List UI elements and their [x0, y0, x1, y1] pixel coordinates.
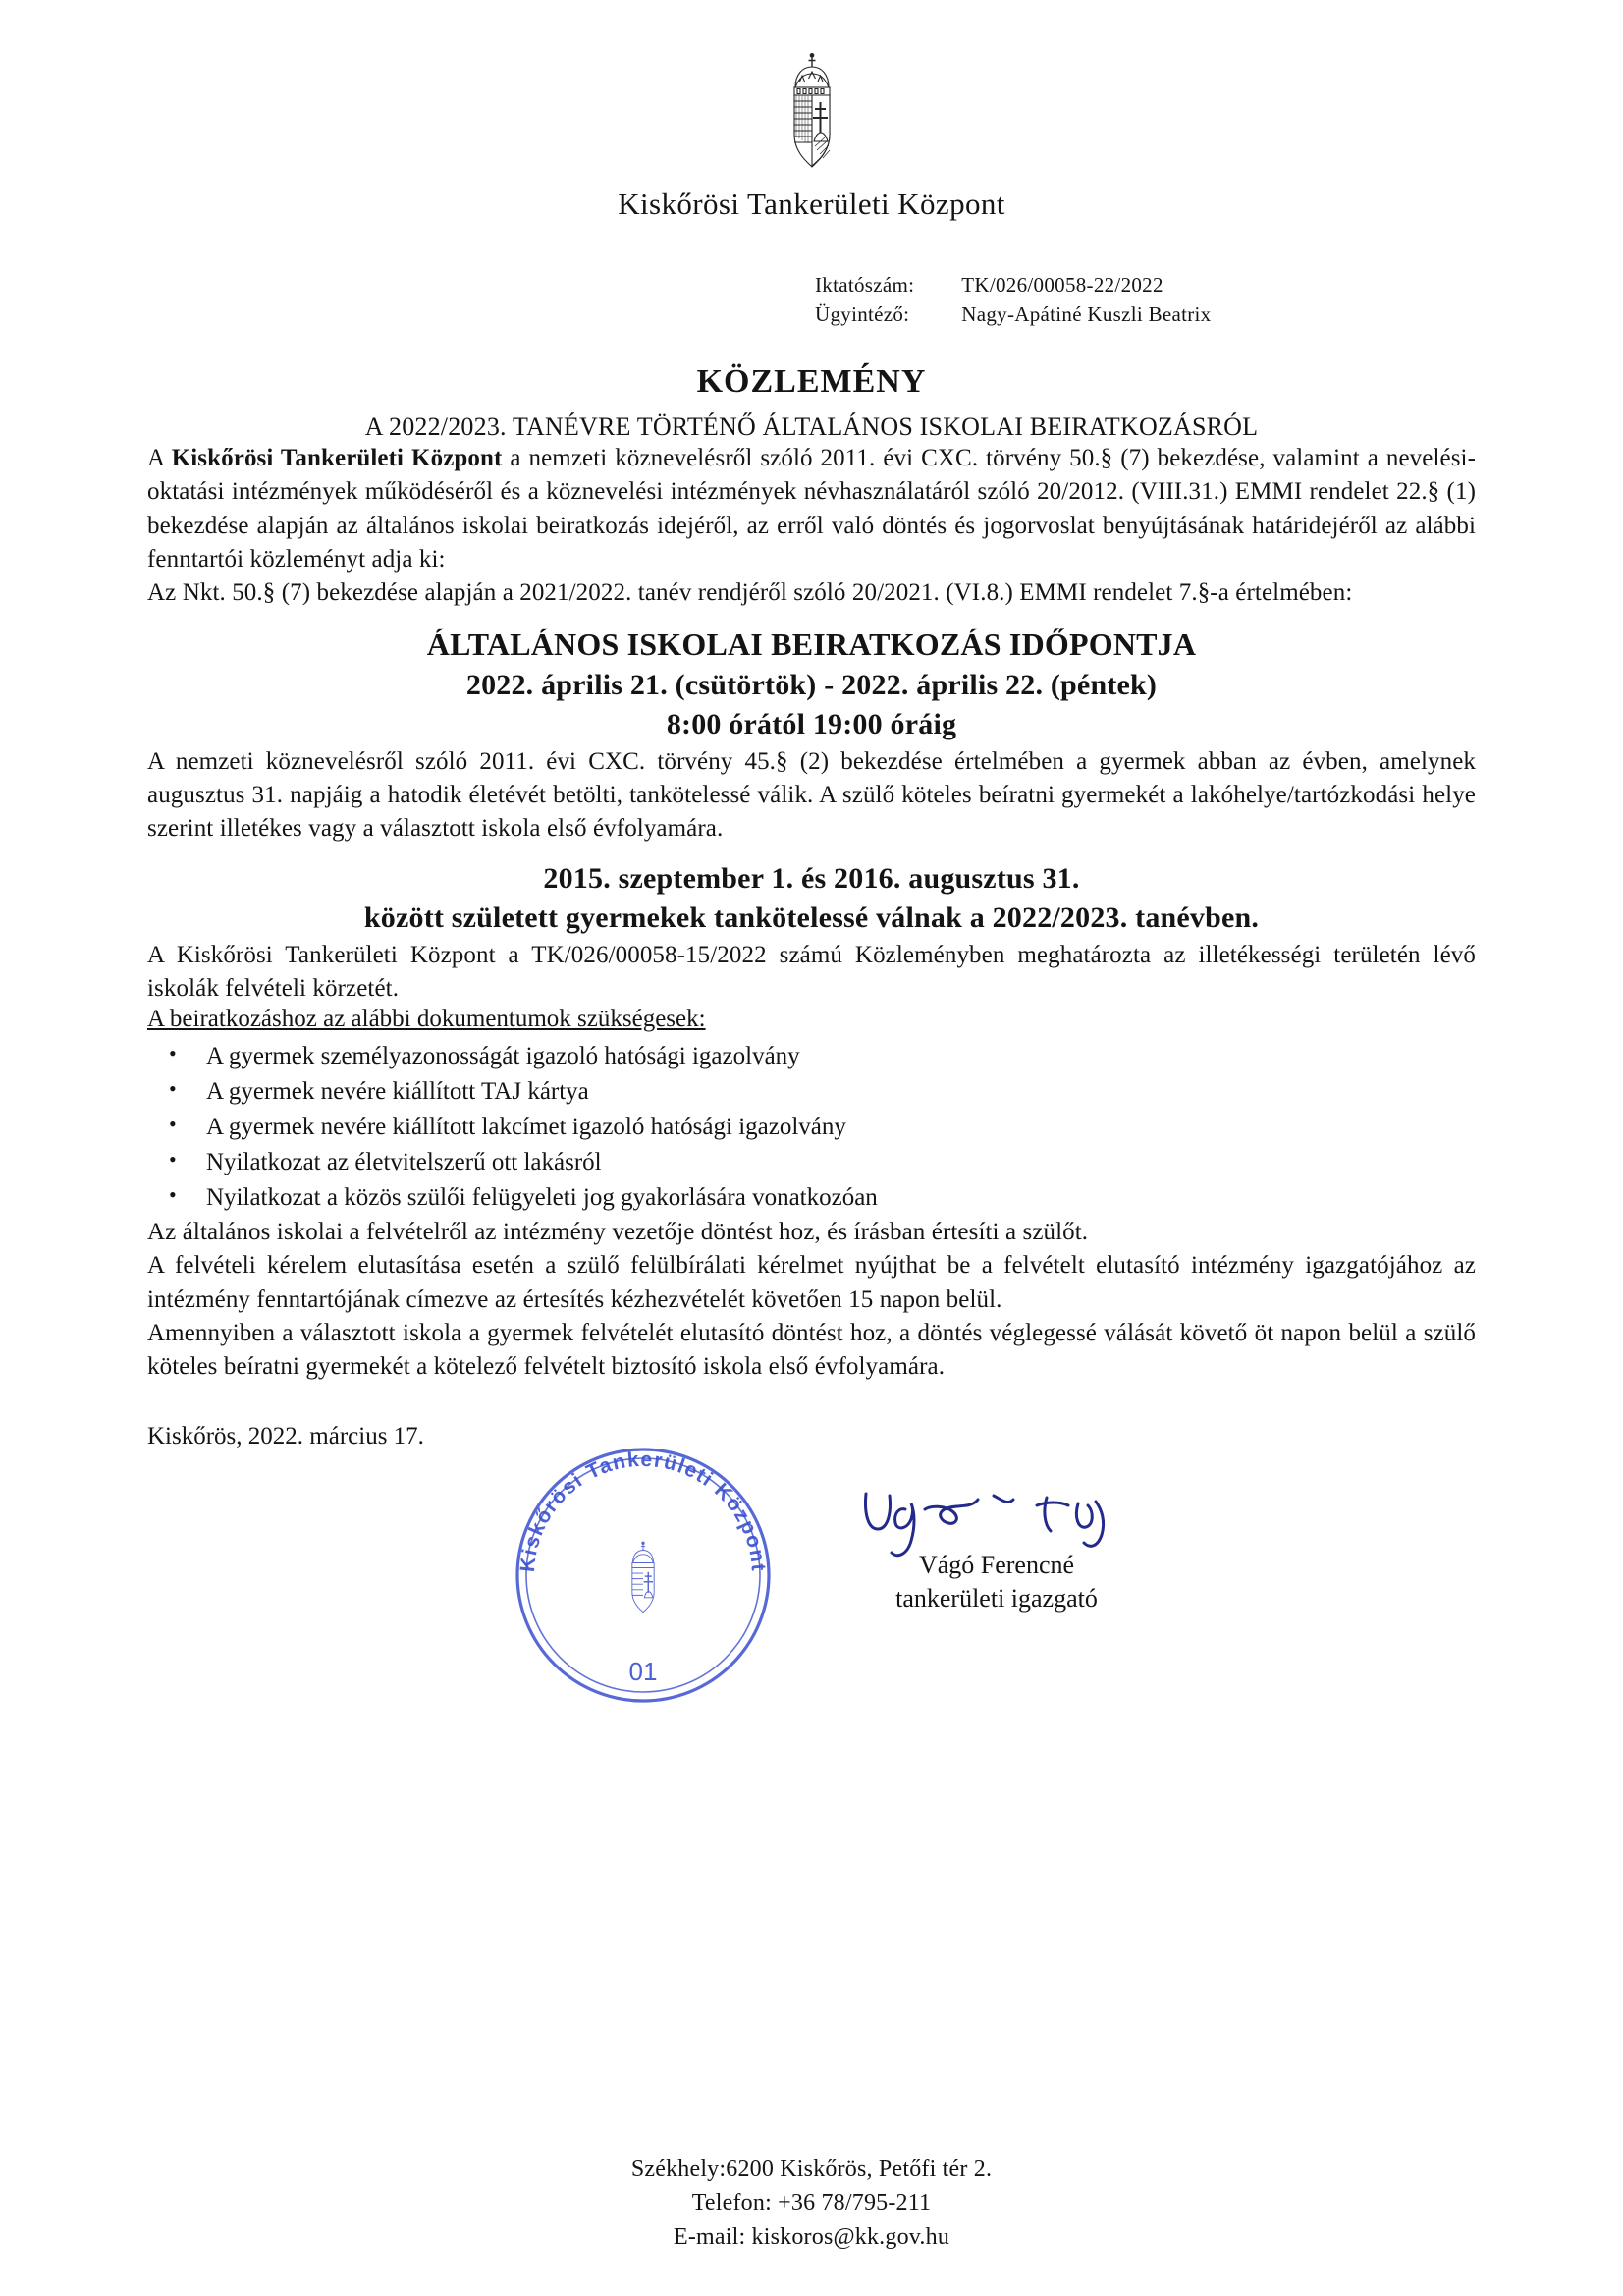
svg-text:01: 01	[628, 1657, 658, 1687]
officer-label: Ügyintéző:	[815, 302, 910, 326]
list-item: • A gyermek személyazonosságát igazoló hatósági igazolvány	[147, 1039, 1476, 1074]
paragraph-catchment-area: A Kiskőrösi Tankerületi Központ a TK/026/00058-15/2022 számú Közleményben meghatározta az illetékességi területén lévő iskolák felvételi körzetét.	[147, 941, 1476, 1002]
registration-label: Iktatószám:	[815, 273, 915, 297]
documents-heading: A beiratkozáshoz az alábbi dokumentumok szükségesek:	[147, 1006, 706, 1033]
required-documents-list	[147, 1039, 1476, 1216]
enrollment-dates: 2022. április 21. (csütörtök) - 2022. április 22. (péntek)	[465, 669, 1158, 702]
place-and-date: Kiskőrös, 2022. március 17.	[147, 1423, 424, 1450]
enrollment-hours: 8:00 órától 19:00 óráig	[666, 708, 957, 741]
list-item: • A gyermek nevére kiállított lakcímet igazoló hatósági igazolvány	[147, 1110, 1476, 1145]
paragraph-appeal-notice: A felvételi kérelem elutasítása esetén a szülő felülbírálati kérelmet nyújthat be a felvételt elutasító intézmény igazgatójához az intézmény fenntartójának címezve az értesítés kézhezvételét követően 15 napon belül.	[147, 1252, 1476, 1313]
registration-value: TK/026/00058-22/2022	[961, 273, 1163, 297]
footer-phone: Telefon: +36 78/795-211	[691, 2190, 932, 2216]
signatory-role: tankerületi igazgató	[895, 1584, 1098, 1613]
paragraph-rejection-notice: Amennyiben a választott iskola a gyermek felvételét elutasító döntést hoz, a döntés véglegessé válását követő öt napon belül a szülő köteles beíratni gyermekét a kötelező felvételt biztosító iskola első évfolyamára.	[147, 1319, 1476, 1381]
paragraph-intro	[147, 442, 1476, 576]
enrollment-heading: ÁLTALÁNOS ISKOLAI BEIRATKOZÁS IDŐPONTJA	[426, 627, 1197, 663]
paragraph-compulsory-schooling: A nemzeti köznevelésről szóló 2011. évi CXC. törvény 45.§ (2) bekezdése értelmében a gyermek abban az évben, amelynek augusztus 31. napjáig a hatodik életévét betölti, tankötelessé válik. A szülő köteles beíratni gyermekét a lakóhelye/tartózkodási helye szerint illetékes vagy a választott iskola első évfolyamára.	[147, 747, 1476, 842]
footer-address: Székhely:6200 Kiskőrös, Petőfi tér 2.	[630, 2156, 993, 2182]
signatory-name: Vágó Ferencné	[918, 1551, 1075, 1580]
meta-row-registration	[815, 273, 1211, 302]
intro-rest: a nemzeti köznevelésről szóló 2011. évi CXC. törvény 50.§ (7) bekezdése, valamint a nevelési-oktatási intézmények működéséről és a köznevelési intézmények névhasználatáról szóló 20/2012. (VIII.31.) EMMI rendelet 22.§ (1) bekezdése alapján az általános iskolai beiratkozás idejéről, az erről való döntés és jogorvoslat benyújtásának határidejéről az alábbi fenntartói közleményt adja ki:	[147, 445, 1476, 573]
intro-prefix: A	[147, 445, 172, 471]
birth-range-line-2: között született gyermekek tankötelessé válnak a 2022/2023. tanévben.	[363, 902, 1260, 935]
letterhead	[147, 43, 1476, 222]
page-title: KÖZLEMÉNY	[696, 363, 927, 400]
organization-name: Kiskőrösi Tankerületi Központ	[618, 187, 1005, 221]
intro-org-bold: Kiskőrösi Tankerületi Központ	[171, 445, 503, 471]
hungarian-coat-of-arms-icon	[774, 53, 850, 171]
signature-zone	[147, 1450, 1476, 1706]
footer-email: E-mail: kiskoros@kk.gov.hu	[673, 2224, 950, 2251]
official-round-stamp	[501, 1433, 785, 1718]
list-item: • Nyilatkozat a közös szülői felügyeleti jog gyakorlására vonatkozóan	[147, 1180, 1476, 1216]
paragraph-decision-notice: Az általános iskolai a felvételről az intézmény vezetője döntést hoz, és írásban értesíti a szülőt.	[147, 1219, 1089, 1246]
signatory-block	[835, 1549, 1159, 1615]
paragraph-nkt-reference: Az Nkt. 50.§ (7) bekezdése alapján a 2021/2022. tanév rendjéről szóló 20/2021. (VI.8.) EMMI rendelet 7.§-a értelmében:	[147, 579, 1353, 606]
svg-text:Kiskőrösi Tankerületi Központ: Kiskőrösi Tankerületi Központ	[515, 1449, 771, 1574]
list-item: • Nyilatkozat az életvitelszerű ott lakásról	[147, 1145, 1476, 1180]
page-subtitle: A 2022/2023. TANÉVRE TÖRTÉNŐ ÁLTALÁNOS ISKOLAI BEIRATKOZÁSRÓL	[364, 412, 1259, 441]
document-meta	[147, 273, 1476, 332]
officer-value: Nagy-Apátiné Kuszli Beatrix	[961, 302, 1212, 326]
footer	[0, 2153, 1623, 2255]
birth-range-line-1: 2015. szeptember 1. és 2016. augusztus 31.	[543, 862, 1080, 896]
list-item: • A gyermek nevére kiállított TAJ kártya	[147, 1074, 1476, 1110]
meta-row-officer	[815, 302, 1211, 332]
